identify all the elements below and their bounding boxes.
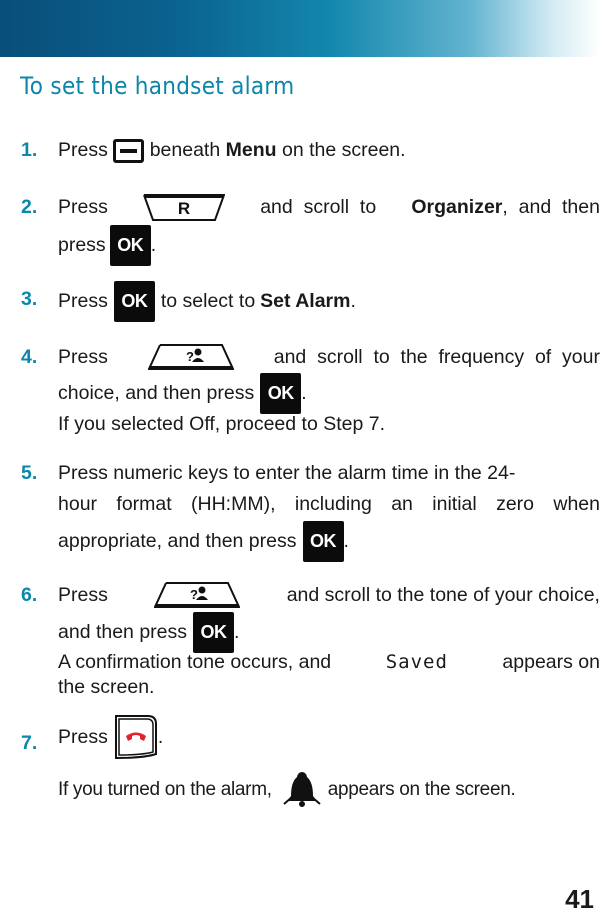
step-line [58,580,600,611]
step-text-part: Press [58,139,108,161]
step-text-part: choice, and then press [58,381,255,404]
step-text [58,192,600,267]
step-text-part: Press [58,346,108,368]
svg-text:?: ? [185,348,194,364]
page-number: 41 [565,884,594,914]
step-text-part: appears on [502,651,600,673]
step-text [58,135,600,166]
step-text-part: If you turned on the alarm, [58,778,272,800]
step-number: 3. [21,288,38,310]
softkey-icon [113,139,144,163]
ok-key-icon: OK [110,225,151,266]
step-number: 1. [21,139,38,161]
step-text-part: . [343,529,349,552]
step-7-note [58,770,600,808]
step-line [58,192,600,223]
r-key-label: R [177,198,191,218]
step-text-part: press [58,233,106,256]
step-line [58,520,600,562]
phonebook-key-icon [154,582,240,610]
step-text-part: hour format (HH:MM), including an initial zero when [58,493,600,515]
step-line [58,342,600,373]
step-text-part: . [150,233,157,256]
step-text-part: and scroll to [260,196,377,218]
section-title: To set the handset alarm [20,72,295,100]
step-number: 7. [21,732,38,754]
svg-text:?: ? [190,586,199,602]
step-text-part: A confirmation tone occurs, and [58,651,332,673]
step-text-part: and scroll to the frequency of your [273,346,600,368]
step-line [58,611,600,653]
step-line [58,650,600,675]
step-line [58,373,600,413]
step-text [58,713,600,761]
step-text-part: . [350,290,356,312]
phonebook-key-icon [148,344,234,372]
step-text-part: on the screen. [281,139,406,161]
organizer-label: Organizer [411,196,503,218]
alarm-bell-icon [282,770,322,808]
step-text [58,580,600,653]
step-6-note [58,650,600,700]
ok-key-icon: OK [303,521,344,562]
step-text-part: appears on the screen. [327,778,516,800]
step-number: 5. [21,462,38,484]
ok-key-icon: OK [193,612,234,653]
step-text [58,458,600,562]
step-text-part: beneath [149,139,221,161]
step-line [58,458,600,489]
step-text-part: Press numeric keys to enter the alarm time in the 24- [58,462,516,484]
step-text-part: Press [58,584,108,606]
step-text-part: Press [58,290,108,312]
step-text-part: . [234,620,240,643]
step-text-part: to select to [160,290,256,312]
header-banner [0,0,600,57]
step-text-part: and scroll to the tone of your choice, [286,584,600,606]
step-text-part: Press [58,725,108,748]
step-text-part: appropriate, and then press [58,529,297,552]
ok-key-icon: OK [114,281,155,322]
step-number: 2. [21,196,38,218]
step-text-part: the screen. [58,676,155,698]
end-call-icon [114,714,158,760]
menu-label: Menu [225,139,277,161]
saved-display-text: Saved [385,651,448,673]
step-text [58,342,600,413]
step-number: 4. [21,346,38,368]
step-line [58,223,600,267]
set-alarm-label: Set Alarm [260,290,351,312]
step-text-part: , and then [502,196,600,218]
r-key-icon [143,194,225,222]
step-text-part: Press [58,196,108,218]
step-line [58,489,600,520]
step-text-part: . [157,725,164,748]
step-4-note: If you selected Off, proceed to Step 7. [58,413,386,435]
step-number: 6. [21,584,38,606]
step-text-part: . [301,381,307,404]
ok-key-icon: OK [260,373,301,414]
step-text [58,281,600,322]
step-text-part: and then press [58,620,188,643]
